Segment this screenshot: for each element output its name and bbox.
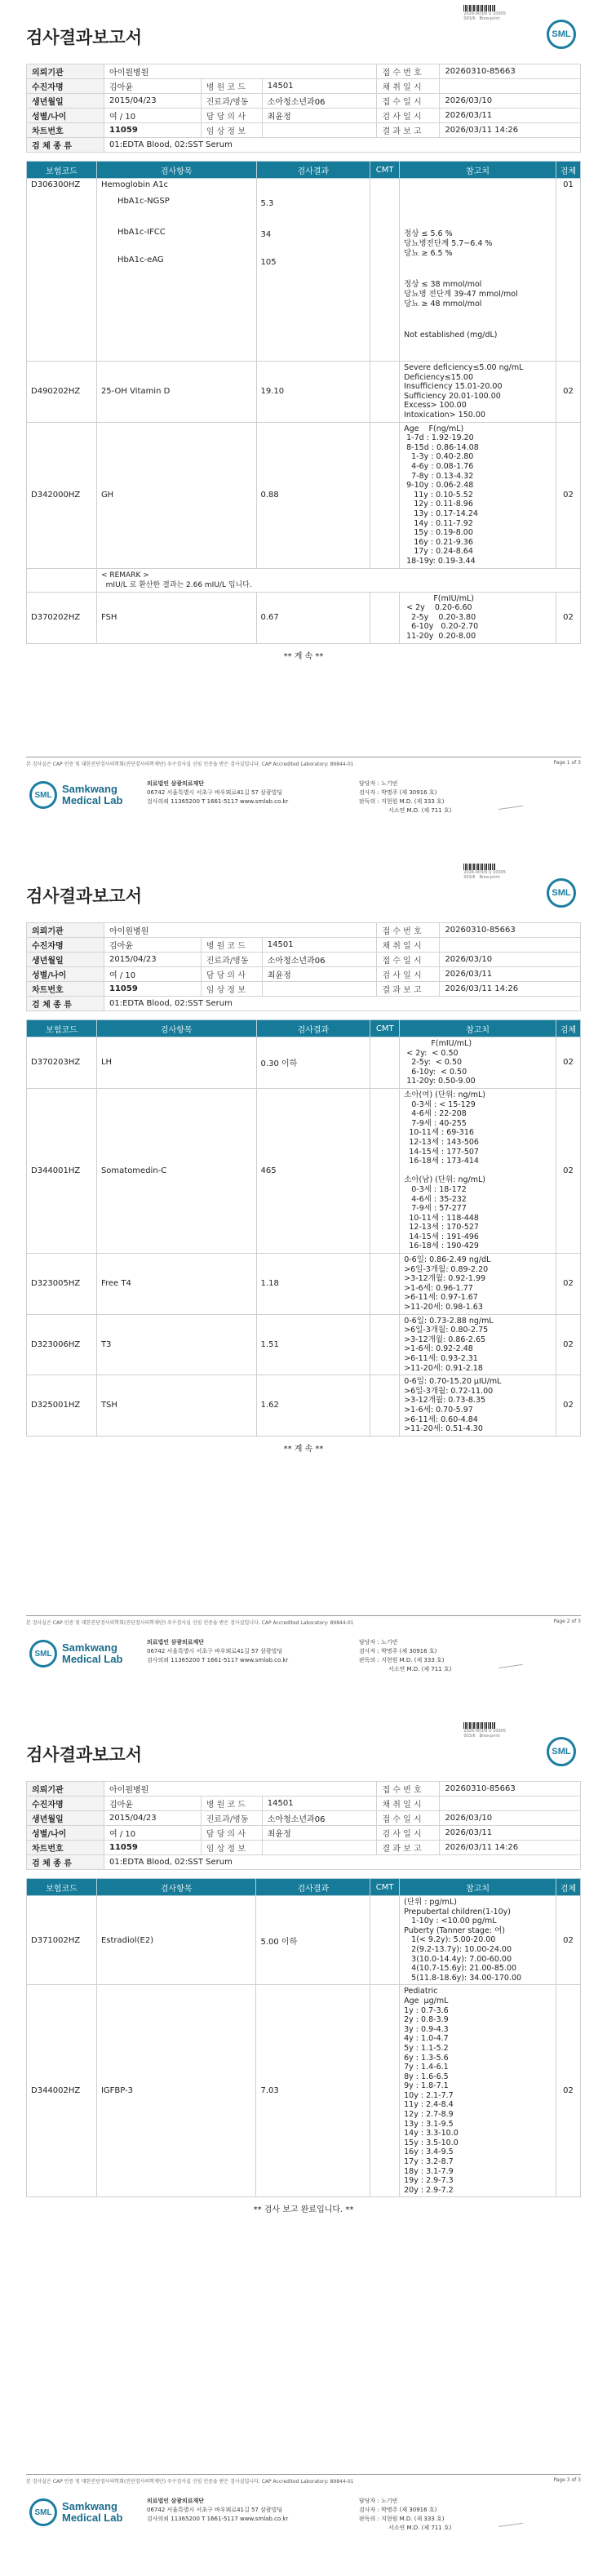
label-receipt-date: 접 수 일 시 [377,953,440,967]
logo-line-1: Samkwang [62,2500,117,2512]
page-title: 검사결과보고서 [26,1745,143,1765]
subtest-name: HbA1c-IFCC [117,228,166,237]
report-page-1 [0,0,607,859]
value-result-date: 2026/03/11 14:26 [440,123,581,138]
label-clinical-info: 임 상 정 보 [201,982,262,997]
label-clinical-info: 임 상 정 보 [201,1841,262,1855]
row-code: D344002HZ [27,1985,97,2197]
label-receipt-date: 접 수 일 시 [377,1811,440,1826]
row-code: D344001HZ [27,1088,97,1253]
barcode-bars [463,864,496,870]
result-value: 34 [260,230,272,239]
value-chart-no: 11059 [104,1841,202,1855]
col-cmt: CMT [370,1020,400,1037]
page-number: Page 2 of 3 [553,1619,581,1624]
label-name: 수진자명 [27,79,104,94]
row-cmt [370,179,400,362]
page-number: Page 3 of 3 [553,2477,581,2483]
table-row [27,1375,581,1437]
row-code: D323005HZ [27,1254,97,1315]
row-result: 0.30 이하 [256,1037,370,1089]
page-number: Page 1 of 3 [553,760,581,766]
label-dob: 생년월일 [27,953,104,967]
value-test-date: 2026/03/11 [440,1826,581,1841]
barcode-bars [463,5,496,11]
remark-spacer [27,568,97,592]
barcode-bars [463,1722,496,1729]
value-test-date: 2026/03/11 [440,109,581,123]
signature-block [359,2497,451,2533]
table-row [27,1254,581,1315]
row-specimen: 02 [556,1375,580,1437]
value-clinical-info [262,1841,377,1855]
sign-line: 판독의 : 지현원 M.D. (제 333 호) [359,798,445,805]
row-result: 0.67 [256,592,370,643]
value-dept: 소아청소년과06 [262,94,377,109]
row-test [96,179,256,362]
sign-line: 서소연 M.D. (제 711 호) [388,2525,452,2531]
accreditation-line [26,1615,581,1628]
label-name: 수진자명 [27,938,104,953]
row-ref: 소아(여) (단위: ng/mL) 0-3세 : < 15-129 4-6세 : 22-208 7-9세 : 40-255 10-11세 : 69-316 12-13세 : 143-506 14-15세 : 177-507 16-18세 : 173-414 소아(남) (단위: ng/mL) 0-3세 : 18-172 4-6세 : 35-232 7-9세 : 57-277 10-11세 : 118-448 12-13세 : 170-527 14-15세 : 191-496 16-18세 : 190-429 [400,1088,556,1253]
samkwang-logo [29,1640,122,1668]
row-test: FSH [96,592,256,643]
label-hospital-code: 병 원 코 드 [201,1797,262,1811]
logo-line-2: Medical Lab [62,2512,123,2524]
row-specimen: 02 [556,1088,580,1253]
label-specimen: 검 체 종 류 [27,997,104,1011]
row-ref: F(mIU/mL) < 2y 0.20-6.60 2-5y 0.20-3.80 6-10y 0.20-2.70 11-20y 0.20-8.00 [400,592,556,643]
org-phone: 검사의뢰 11365200 T 1661-5117 www.smlab.co.kr [147,1657,289,1663]
value-hospital: 아이원병원 [104,1782,377,1797]
row-cmt [370,592,400,643]
label-test-date: 검 사 일 시 [377,1826,440,1841]
value-receipt-date: 2026/03/10 [440,1811,581,1826]
label-hospital: 의뢰기관 [27,1782,104,1797]
col-test: 검사항목 [96,162,256,179]
value-dob: 2015/04/23 [104,953,202,967]
col-code: 보험코드 [27,1879,97,1896]
sml-logo-icon: SML [547,1737,576,1766]
col-test: 검사항목 [96,1020,256,1037]
org-address: 06742 서울특별시 서초구 바우뫼로41길 57 삼광빌딩 [147,789,283,796]
label-dept: 진료과/병동 [201,953,262,967]
accreditation-text: 본 검사실은 CAP 인증 및 대한진단검사의학회(진단검사의학재단) 우수검사실 신임 인증을 받은 검사실입니다. CAP Accredited Laboratory: 89844-01 [26,1620,354,1626]
page-title: 검사결과보고서 [26,28,143,47]
accreditation-text: 본 검사실은 CAP 인증 및 대한진단검사의학회(진단검사의학재단) 우수검사실 신임 인증을 받은 검사실입니다. CAP Accredited Laboratory: 89844-01 [26,762,354,767]
col-cmt: CMT [370,162,400,179]
label-specimen: 검 체 종 류 [27,1855,104,1870]
org-info [147,2497,288,2524]
value-doctor: 최윤정 [262,967,377,982]
label-result-date: 결 과 보 고 [377,123,440,138]
row-result: 1.62 [256,1375,370,1437]
row-code: D490202HZ [27,362,97,423]
result-value: 5.3 [260,199,274,208]
label-doctor: 담 당 의 사 [201,109,262,123]
row-result: 19.10 [256,362,370,423]
samkwang-logo [29,781,122,809]
results-header-row [27,1020,581,1037]
patient-info-table [26,1781,581,1870]
sign-line: 서소연 M.D. (제 711 호) [388,807,452,814]
row-specimen: 02 [556,1254,580,1315]
barcode-text: 2026-003/6 U 10005 003/6 Brea-print [463,1729,506,1739]
sml-logo-icon: SML [547,20,576,49]
table-row [27,179,581,362]
remark-text: < REMARK > mIU/L 로 환산한 결과는 2.66 mIU/L 입니다. [96,568,580,592]
value-sex-age: 여 / 10 [104,109,202,123]
value-name: 김아윤 [104,79,202,94]
row-specimen: 02 [556,1985,580,2197]
col-specimen: 검체 [556,162,580,179]
value-receipt-date: 2026/03/10 [440,953,581,967]
label-hospital: 의뢰기관 [27,923,104,938]
signature-mark [497,794,523,810]
barcode [463,1722,506,1739]
page-header [26,1717,581,1781]
table-row [27,1314,581,1375]
row-specimen: 02 [556,362,580,423]
page-header [26,0,581,64]
label-hospital-code: 병 원 코 드 [201,938,262,953]
barcode [463,5,506,21]
row-cmt [370,1037,400,1089]
sign-line: 서소연 M.D. (제 711 호) [388,1666,452,1672]
barcode [463,864,506,880]
row-code: D342000HZ [27,422,97,568]
label-hospital-code: 병 원 코 드 [201,79,262,94]
value-hospital: 아이원병원 [104,923,377,938]
col-ref: 참고치 [400,162,556,179]
table-row [27,422,581,568]
label-receipt-no: 접 수 번 호 [377,64,440,79]
org-address: 06742 서울특별시 서초구 바우뫼로41길 57 삼광빌딩 [147,1648,283,1654]
sml-logo-icon: SML [29,781,57,809]
label-chart-no: 차트번호 [27,1841,104,1855]
table-row [27,592,581,643]
label-test-date: 검 사 일 시 [377,109,440,123]
continued-text: ** 계 속 ** [283,1444,324,1454]
row-code: D306300HZ [27,179,97,362]
org-name: 의료법인 삼광의료재단 [147,2498,205,2504]
subtest-name: HbA1c-eAG [117,255,164,264]
label-name: 수진자명 [27,1797,104,1811]
samkwang-logo [29,2498,122,2526]
logo-line-1: Samkwang [62,1641,117,1654]
row-test: 25-OH Vitamin D [96,362,256,423]
signature-mark [497,2512,523,2527]
label-doctor: 담 당 의 사 [201,1826,262,1841]
row-test: T3 [96,1314,256,1375]
table-row [27,1037,581,1089]
row-result [256,179,370,362]
row-cmt [370,1985,400,2197]
org-phone: 검사의뢰 11365200 T 1661-5117 www.smlab.co.kr [147,798,289,805]
row-code: D323006HZ [27,1314,97,1375]
sml-logo-icon: SML [29,1640,57,1668]
sign-line: 검사자 : 박명주 (제 30916 호) [359,789,437,796]
org-name: 의료법인 삼광의료재단 [147,780,205,787]
row-test: GH [96,422,256,568]
table-row [27,1088,581,1253]
label-collect-date: 채 취 일 시 [377,938,440,953]
value-collect-date [440,1797,581,1811]
col-result: 검사결과 [256,1020,370,1037]
results-header-row [27,162,581,179]
report-page-2 [0,859,607,1717]
row-cmt [370,1254,400,1315]
row-result: 5.00 이하 [256,1896,370,1985]
page-footer [26,2474,581,2568]
value-chart-no: 11059 [104,123,202,138]
value-specimen: 01:EDTA Blood, 02:SST Serum [104,138,581,153]
col-code: 보험코드 [27,1020,97,1037]
signature-block [359,779,451,815]
value-specimen: 01:EDTA Blood, 02:SST Serum [104,997,581,1011]
value-dob: 2015/04/23 [104,94,202,109]
label-doctor: 담 당 의 사 [201,967,262,982]
logo-line-2: Medical Lab [62,1653,123,1665]
value-receipt-no: 20260310-85663 [440,1782,581,1797]
accreditation-line [26,2474,581,2487]
footer-body [26,1638,581,1712]
label-receipt-date: 접 수 일 시 [377,94,440,109]
label-dept: 진료과/병동 [201,1811,262,1826]
value-receipt-no: 20260310-85663 [440,64,581,79]
row-ref: Pediatric Age µg/mL 1y : 0.7-3.6 2y : 0.8-3.9 3y : 0.9-4.3 4y : 1.0-4.7 5y : 1.1-5.2 6y : 1.3-5.6 7y : 1.4-6.1 8y : 1.6-6.5 9y : 1.8-7.1 10y : 2.1-7.7 11y : 2.4-8.4 12y : 2.7-8.9 13y : 3.1-9.5 14y : 3.3-10.0 15y : 3.5-10.0 16y : 3.4-9.5 17y : 3.2-8.7 18y : 3.1-7.9 19y : 2.9-7.3 20y : 2.9-7.2 [400,1985,556,2197]
logo-line-2: Medical Lab [62,794,123,806]
sign-line: 판독의 : 지현원 M.D. (제 333 호) [359,1657,445,1663]
page-title: 검사결과보고서 [26,886,143,906]
value-clinical-info [262,123,377,138]
sign-line: 담당자 : 노기빈 [359,1639,398,1646]
value-doctor: 최윤정 [262,109,377,123]
row-specimen: 02 [556,1896,580,1985]
value-chart-no: 11059 [104,982,202,997]
accreditation-text: 본 검사실은 CAP 인증 및 대한진단검사의학회(진단검사의학재단) 우수검사실 신임 인증을 받은 검사실입니다. CAP Accredited Laboratory: 89844-01 [26,2479,354,2485]
sign-line: 담당자 : 노기빈 [359,780,398,787]
results-table [26,161,581,644]
page-footer [26,757,581,851]
test-name: Hemoglobin A1c [100,180,169,189]
row-test: Free T4 [96,1254,256,1315]
label-result-date: 결 과 보 고 [377,1841,440,1855]
subtest-name: HbA1c-NGSP [117,197,170,206]
row-ref: (단위 : pg/mL) Prepubertal children(1-10y) 1-10y : <10.00 pg/mL Puberty (Tanner stage: 여) 1(< 9.2y): 5.00-20.00 2(9.2-13.7y): 10.00-24.00 3(10.0-14.4y): 7.00-60.00 4(10.7-15.6y): 21.00-85.00 5(11.8-18.6y): 34.00-170.00 [400,1896,556,1985]
row-cmt [370,1375,400,1437]
barcode-text: 2026-003/6 U 10005 003/6 Brea-print [463,870,506,880]
row-result: 465 [256,1088,370,1253]
org-info [147,1638,288,1665]
row-specimen: 02 [556,1037,580,1089]
barcode-text: 2026-003/6 U 10005 003/6 Brea-print [463,11,506,21]
report-page-3 [0,1717,607,2576]
label-dept: 진료과/병동 [201,94,262,109]
remark-row [27,568,581,592]
row-ref: F(mIU/mL) < 2y: < 0.50 2-5y: < 0.50 6-10y: < 0.50 11-20y: 0.50-9.00 [400,1037,556,1089]
results-table [26,1878,581,2197]
org-phone: 검사의뢰 11365200 T 1661-5117 www.smlab.co.kr [147,2516,289,2522]
org-address: 06742 서울특별시 서초구 바우뫼로41길 57 삼광빌딩 [147,2507,283,2513]
value-clinical-info [262,982,377,997]
label-result-date: 결 과 보 고 [377,982,440,997]
value-name: 김아윤 [104,1797,202,1811]
value-dob: 2015/04/23 [104,1811,202,1826]
row-result: 1.18 [256,1254,370,1315]
value-sex-age: 여 / 10 [104,967,202,982]
label-dob: 생년월일 [27,94,104,109]
org-name: 의료법인 삼광의료재단 [147,1639,205,1646]
label-sex-age: 성별/나이 [27,1826,104,1841]
label-sex-age: 성별/나이 [27,967,104,982]
label-receipt-no: 접 수 번 호 [377,1782,440,1797]
patient-info-table [26,64,581,153]
value-dept: 소아청소년과06 [262,953,377,967]
row-cmt [370,1896,400,1985]
sign-line: 판독의 : 지현원 M.D. (제 333 호) [359,2516,445,2522]
table-row [27,1896,581,1985]
row-code: D371002HZ [27,1896,97,1985]
label-receipt-no: 접 수 번 호 [377,923,440,938]
row-cmt [370,362,400,423]
row-specimen: 01 [556,179,580,362]
continued-text: ** 계 속 ** [283,651,324,661]
value-result-date: 2026/03/11 14:26 [440,1841,581,1855]
value-doctor: 최윤정 [262,1826,377,1841]
row-specimen: 02 [556,592,580,643]
row-specimen: 02 [556,422,580,568]
value-result-date: 2026/03/11 14:26 [440,982,581,997]
value-test-date: 2026/03/11 [440,967,581,982]
row-code: D370203HZ [27,1037,97,1089]
org-info [147,779,288,806]
label-chart-no: 차트번호 [27,982,104,997]
row-cmt [370,1088,400,1253]
col-ref: 참고치 [400,1879,556,1896]
value-hospital-code: 14501 [262,938,377,953]
value-hospital-code: 14501 [262,1797,377,1811]
row-test: IGFBP-3 [96,1985,256,2197]
row-result: 0.88 [256,422,370,568]
label-chart-no: 차트번호 [27,123,104,138]
label-collect-date: 채 취 일 시 [377,1797,440,1811]
value-collect-date [440,79,581,94]
sign-line: 검사자 : 박명주 (제 30916 호) [359,2507,437,2513]
col-cmt: CMT [370,1879,400,1896]
sign-line: 검사자 : 박명주 (제 30916 호) [359,1648,437,1654]
row-ref [400,179,556,362]
signature-block [359,1638,451,1674]
row-test: Somatomedin-C [96,1088,256,1253]
row-specimen: 02 [556,1314,580,1375]
page-header [26,859,581,922]
value-collect-date [440,938,581,953]
row-ref: Severe deficiency≤5.00 ng/mL Deficiency≤15.00 Insufficiency 15.01-20.00 Sufficiency 20.01-100.00 Excess> 100.00 Intoxication> 150.00 [400,362,556,423]
reference-range: 정상 ≤ 5.6 % 당뇨병전단계 5.7~6.4 % 당뇨 ≥ 6.5 % [404,229,493,258]
col-code: 보험코드 [27,162,97,179]
col-specimen: 검체 [556,1020,580,1037]
result-value: 105 [260,258,277,267]
sign-line: 담당자 : 노기빈 [359,2498,398,2504]
sml-logo-icon: SML [29,2498,57,2526]
value-dept: 소아청소년과06 [262,1811,377,1826]
col-test: 검사항목 [96,1879,256,1896]
results-table [26,1019,581,1437]
sml-logo-icon: SML [547,878,576,908]
row-ref: 0-6일: 0.70-15.20 µIU/mL >6일-3개월: 0.72-11.00 >3-12개월: 0.73-8.35 >1-6세: 0.70-5.97 >6-11세: 0.60-4.84 >11-20세: 0.51-4.30 [400,1375,556,1437]
row-ref: 0-6일: 0.73-2.88 ng/mL >6일-3개월: 0.80-2.75 >3-12개월: 0.86-2.65 >1-6세: 0.92-2.48 >6-11세: 0.93-2.31 >11-20세: 0.91-2.18 [400,1314,556,1375]
row-code: D325001HZ [27,1375,97,1437]
footer-body [26,2497,581,2570]
label-dob: 생년월일 [27,1811,104,1826]
row-ref: Age F(ng/mL) 1-7d : 1.92-19.20 8-15d : 0.86-14.08 1-3y : 0.40-2.80 4-6y : 0.08-1.76 7-8y : 0.13-4.32 9-10y : 0.06-2.48 11y : 0.10-5.52 12y : 0.11-8.96 13y : 0.17-14.24 14y : 0.11-7.92 15y : 0.19-8.00 16y : 0.21-9.36 17y : 0.24-8.64 18-19y: 0.19-3.44 [400,422,556,568]
reference-range: Not established (mg/dL) [404,331,498,340]
col-specimen: 검체 [556,1879,580,1896]
label-clinical-info: 임 상 정 보 [201,123,262,138]
col-result: 검사결과 [256,162,370,179]
label-collect-date: 채 취 일 시 [377,79,440,94]
accreditation-line [26,757,581,770]
col-result: 검사결과 [256,1879,370,1896]
footer-body [26,779,581,853]
label-test-date: 검 사 일 시 [377,967,440,982]
reference-range: 정상 ≤ 38 mmol/mol 당뇨병 전단계 39-47 mmol/mol 당뇨 ≥ 48 mmol/mol [404,280,518,309]
label-specimen: 검 체 종 류 [27,138,104,153]
results-header-row [27,1879,581,1896]
row-cmt [370,1314,400,1375]
row-cmt [370,422,400,568]
report-end-text: ** 검사 보고 완료입니다. ** [253,2205,354,2215]
value-name: 김아윤 [104,938,202,953]
row-ref: 0-6일: 0.86-2.49 ng/dL >6일-3개월: 0.89-2.20 >3-12개월: 0.92-1.99 >1-6세: 0.96-1.77 >6-11세: 0.97-1.67 >11-20세: 0.98-1.63 [400,1254,556,1315]
value-receipt-no: 20260310-85663 [440,923,581,938]
label-sex-age: 성별/나이 [27,109,104,123]
row-test: Estradiol(E2) [96,1896,256,1985]
value-receipt-date: 2026/03/10 [440,94,581,109]
value-hospital: 아이원병원 [104,64,377,79]
row-result: 1.51 [256,1314,370,1375]
col-ref: 참고치 [400,1020,556,1037]
row-test: TSH [96,1375,256,1437]
row-code: D370202HZ [27,592,97,643]
table-row [27,1985,581,2197]
page-footer [26,1615,581,1709]
value-specimen: 01:EDTA Blood, 02:SST Serum [104,1855,581,1870]
signature-mark [497,1653,523,1668]
patient-info-table [26,922,581,1011]
row-result: 7.03 [256,1985,370,2197]
table-row [27,362,581,423]
value-sex-age: 여 / 10 [104,1826,202,1841]
label-hospital: 의뢰기관 [27,64,104,79]
value-hospital-code: 14501 [262,79,377,94]
row-test: LH [96,1037,256,1089]
logo-line-1: Samkwang [62,783,117,795]
